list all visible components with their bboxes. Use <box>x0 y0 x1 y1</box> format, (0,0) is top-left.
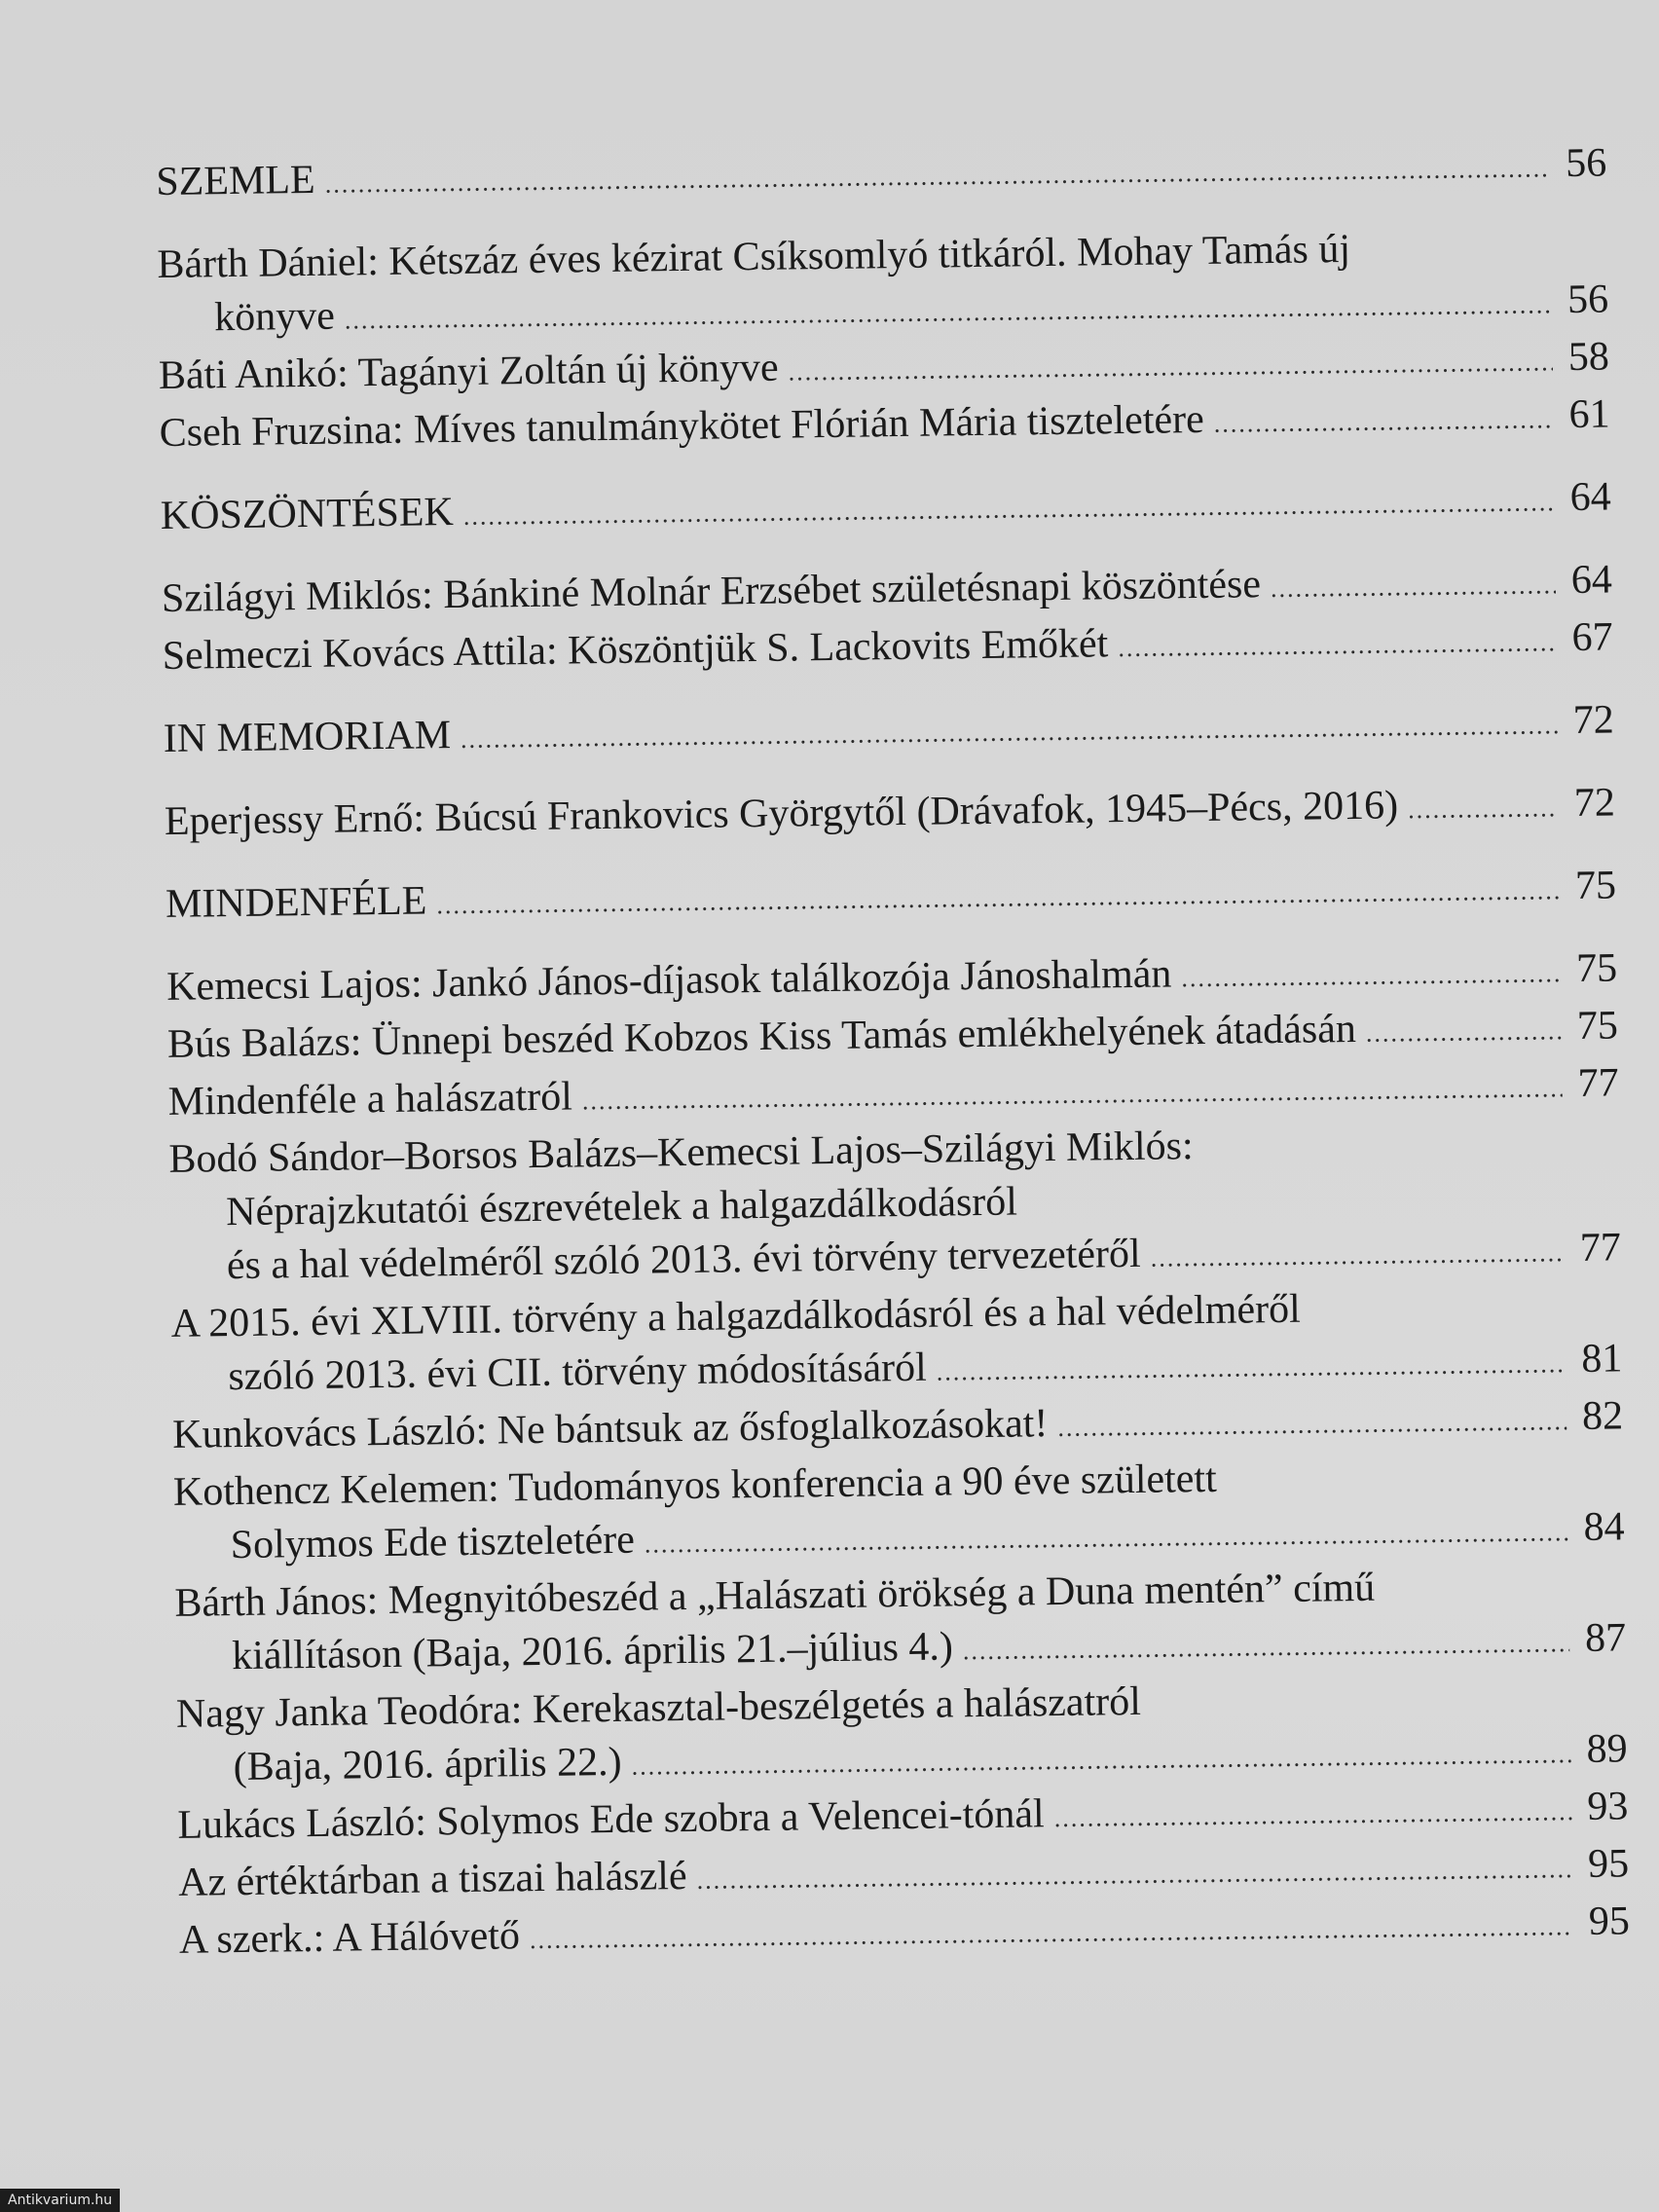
toc-entry-mindenfele-halaszat: Mindenféle a halászatról ..... 77 <box>167 1056 1619 1132</box>
toc-entry-szilagyi: Szilágyi Miklós: Bánkiné Molnár Erzsébet születésnapi köszöntése ..... 64 <box>162 553 1613 629</box>
toc-entry-cseh: Cseh Fruzsina: Míves tanulmánykötet Flórián Mária tiszteletére ..... 61 <box>159 387 1610 463</box>
toc-entry-szerk: A szerk.: A Hálóvető ..... 95 <box>179 1895 1631 1971</box>
toc-entry-lukacs: Lukács László: Solymos Ede szobra a Velencei-tónál ..... 93 <box>177 1780 1629 1856</box>
dot-leader <box>530 1899 1574 1967</box>
toc-entry-bodo-line1: Bodó Sándor–Borsos Balázs–Kemecsi Lajos–Szilágyi Miklós: <box>168 1124 1194 1182</box>
toc-entry-nagy-line2: (Baja, 2016. április 22.) ..... 89 <box>176 1722 1628 1798</box>
toc-section-memoriam: IN MEMORIAM ..... 72 <box>163 693 1614 769</box>
toc-entry-kemecsi: Kemecsi Lajos: Jankó János-díjasok találkozója Jánoshalmán ..... 75 <box>166 941 1618 1017</box>
toc-section-mindenfele: MINDENFÉLE ..... 75 <box>166 859 1617 935</box>
dot-leader <box>1053 1785 1571 1845</box>
toc-entry-torveny-line1: A 2015. évi XLVIII. törvény a halgazdálkodásról és a hal védelméről <box>170 1286 1302 1346</box>
dot-leader <box>1408 781 1560 836</box>
toc-entry-barth-line1: Bárth Dániel: Kétszáz éves kézirat Csíksomlyó titkáról. Mohay Tamás új <box>157 226 1351 287</box>
toc-entry-bodo-line2: Néprajzkutatói észrevételek a halgazdálkodásról <box>225 1179 1018 1235</box>
table-of-contents <box>156 136 1630 1971</box>
toc-entry-kunkovacs: Kunkovács László: Ne bántsuk az ősfoglalkozásokat! ..... 82 <box>172 1389 1624 1465</box>
toc-entry-bodo-line3: és a hal védelméről szóló 2013. évi törvény tervezetéről ..... 77 <box>170 1221 1622 1297</box>
toc-entry-nagy-line1: Nagy Janka Teodóra: Kerekasztal-beszélgetés a halászatról <box>175 1678 1142 1737</box>
toc-section-koszontesek: KÖSZÖNTÉSEK ..... 64 <box>160 470 1611 546</box>
toc-entry-barth-janos-line2: kiállításon (Baja, 2016. április 21.–július 4.) ..... 87 <box>175 1611 1627 1687</box>
toc-entry-bus: Bús Balázs: Ünnepi beszéd Kobzos Kiss Tamás emlékhelyének átadásán ..... 75 <box>167 999 1619 1075</box>
dot-leader <box>696 1842 1572 1907</box>
toc-entry-barth-line2: könyve ..... 56 <box>158 273 1609 349</box>
dot-leader <box>936 1337 1566 1398</box>
toc-entry-bati: Báti Anikó: Tagányi Zoltán új könyve ..... 58 <box>159 330 1610 406</box>
watermark: Antikvarium.hu <box>0 2189 120 2212</box>
toc-section-szemle: SZEMLE ..... 56 <box>156 136 1607 212</box>
toc-entry-torveny-line2: szóló 2013. évi CII. törvény módosításáról ..... 81 <box>171 1332 1623 1408</box>
toc-entry-ertektar: Az értéktárban a tiszai halászlé ..... 95 <box>178 1837 1630 1913</box>
dot-leader <box>1365 1004 1562 1060</box>
toc-entry-barth-janos-line1: Bárth János: Megnyitóbeszéd a „Halászati örökség a Duna mentén” című <box>174 1565 1376 1626</box>
dot-leader <box>1057 1394 1567 1455</box>
toc-entry-eperjessy: Eperjessy Ernő: Búcsú Frankovics Györgytől (Drávafok, 1945–Pécs, 2016) ..... 72 <box>165 776 1616 852</box>
dot-leader <box>1271 558 1557 615</box>
dot-leader <box>963 1616 1570 1677</box>
toc-entry-kothencz-line1: Kothencz Kelemen: Tudományos konferencia a 90 éve született <box>172 1456 1218 1515</box>
dot-leader <box>1181 946 1561 1005</box>
dot-leader <box>1213 392 1554 451</box>
dot-leader <box>1118 615 1557 675</box>
toc-entry-kothencz-line2: Solymos Ede tiszteletére ..... 84 <box>173 1500 1625 1576</box>
dot-leader <box>1150 1226 1565 1285</box>
toc-entry-selmeczi: Selmeczi Kovács Attila: Köszöntjük S. Lackovits Emőkét ..... 67 <box>162 610 1613 686</box>
dot-leader <box>788 335 1553 398</box>
